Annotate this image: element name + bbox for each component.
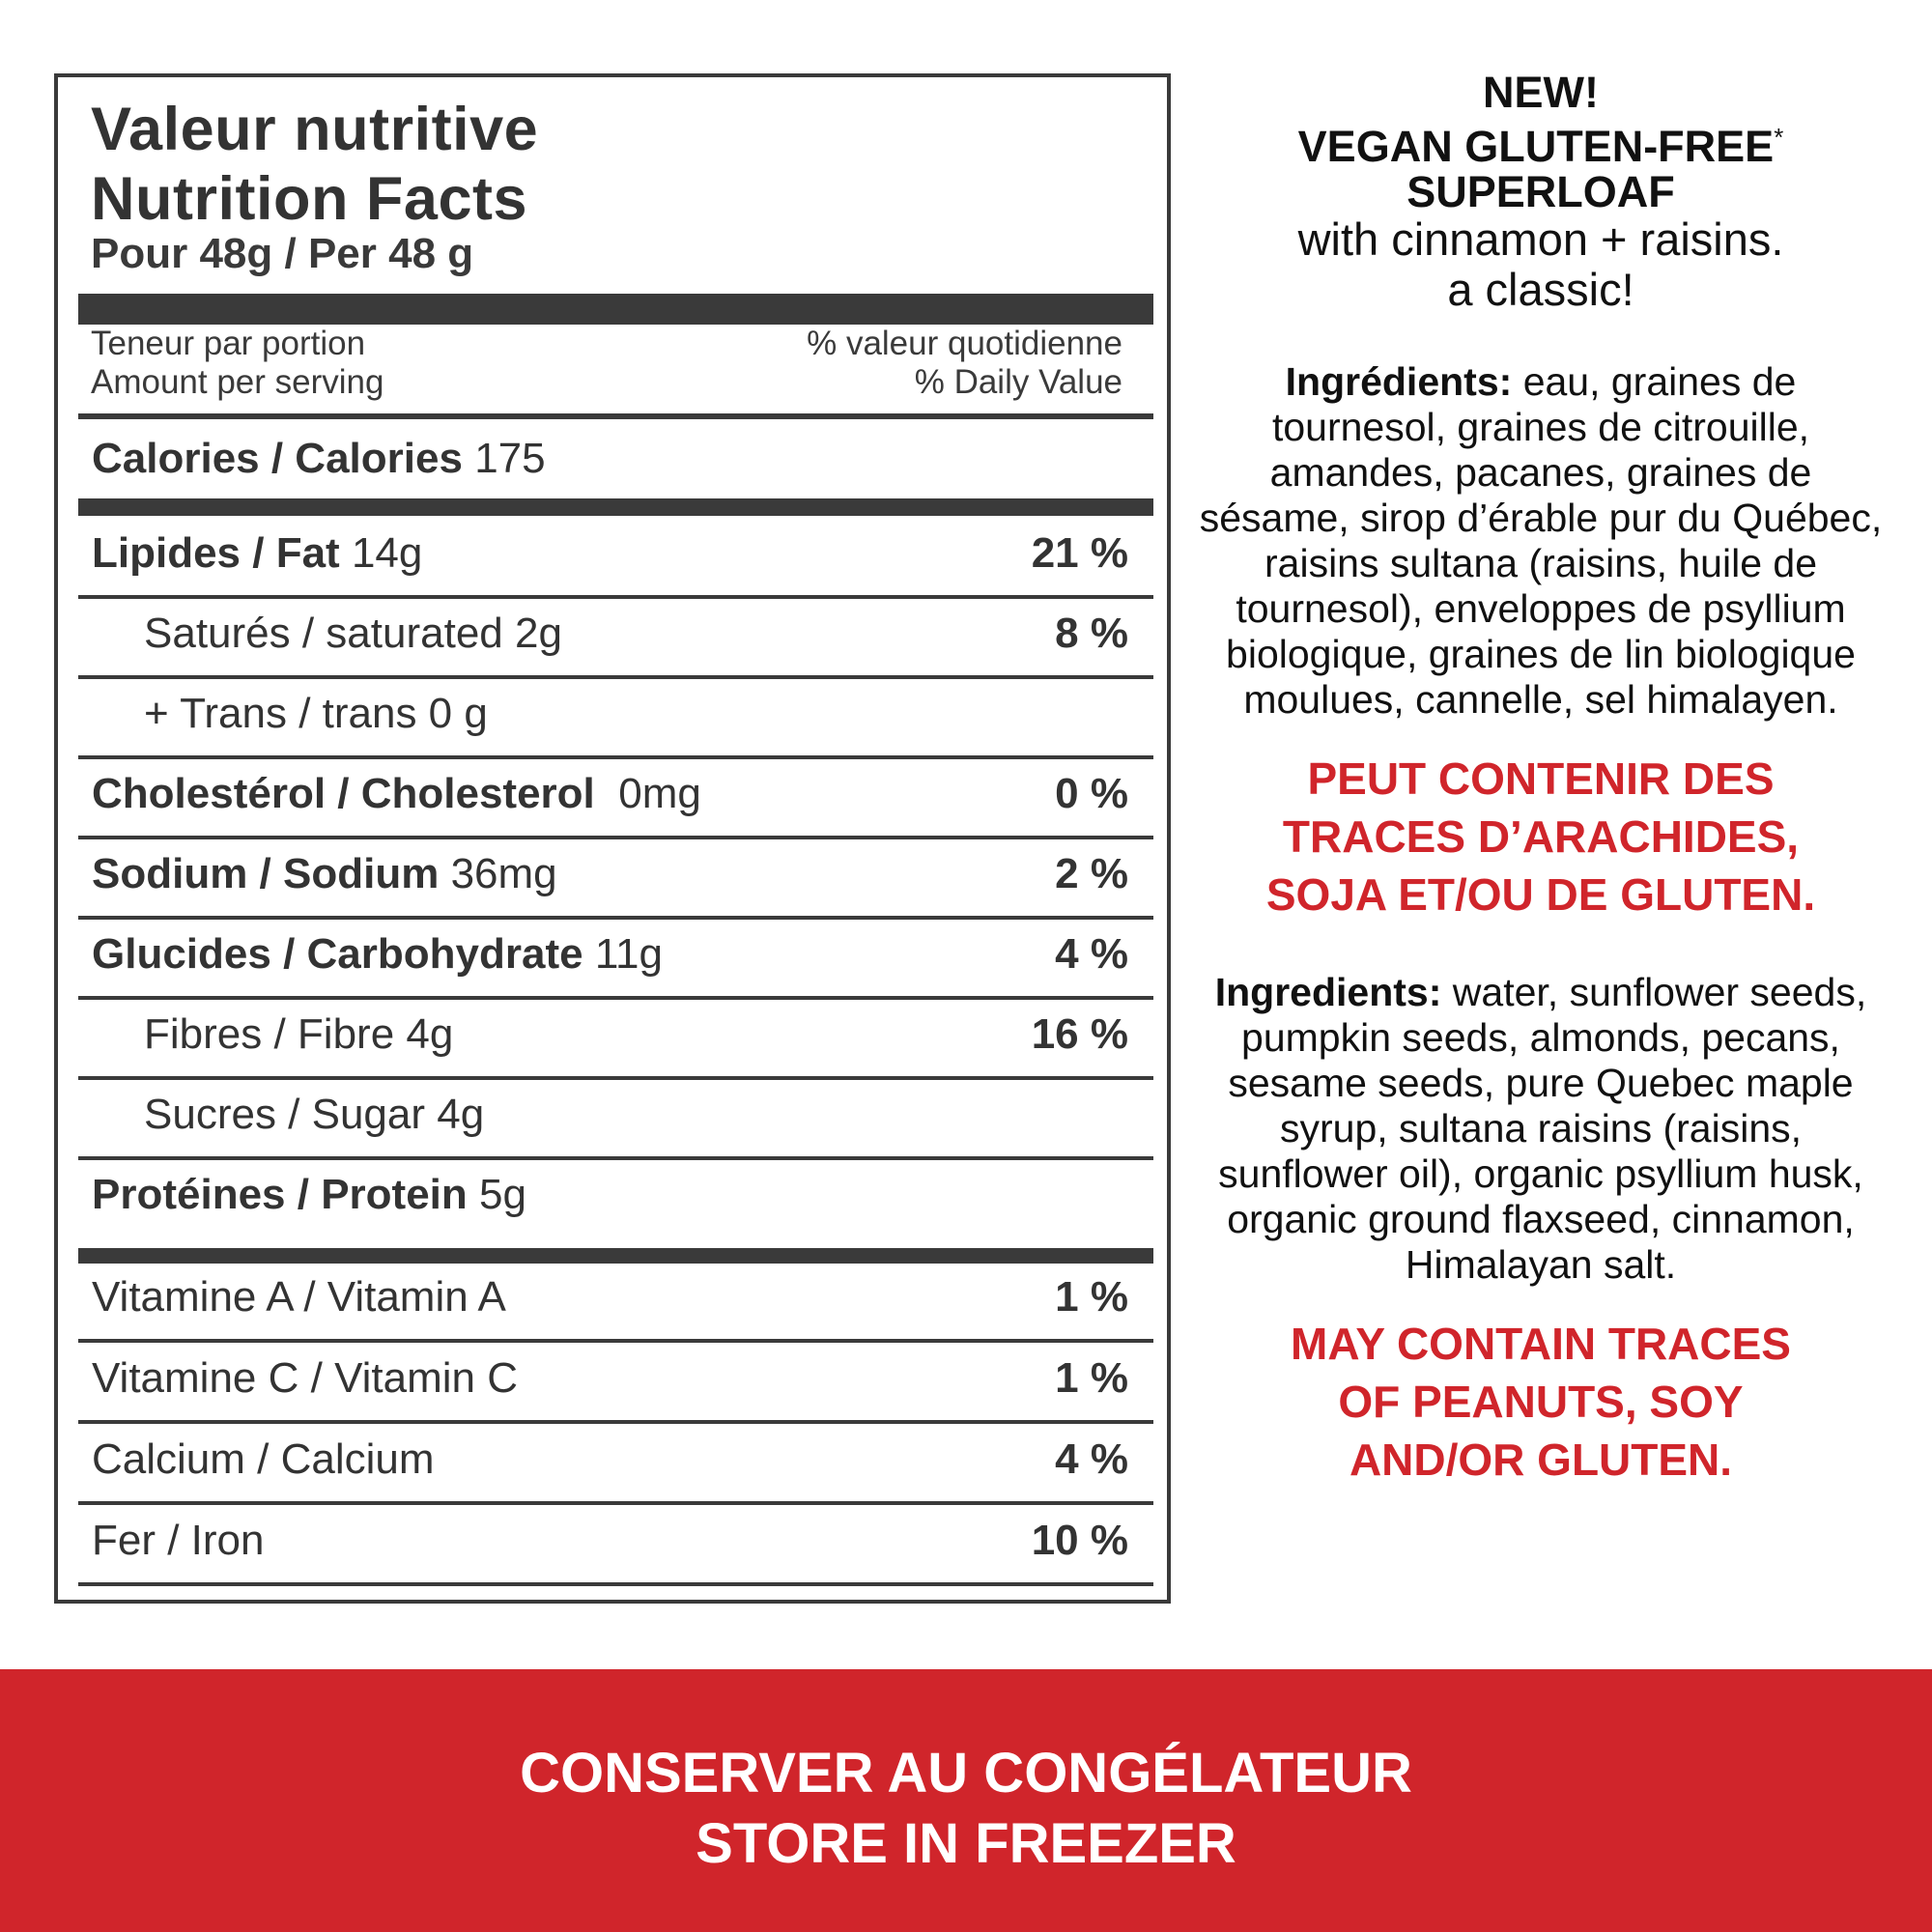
product-info	[1188, 70, 1893, 1489]
vitamin-row-c: Vitamine C / Vitamin C 1 %	[78, 1349, 1153, 1424]
nutrient-row-trans: + Trans / trans 0 g	[78, 684, 1153, 759]
storage-banner	[0, 1669, 1932, 1932]
storage-fr: CONSERVER AU CONGÉLATEUR	[520, 1742, 1412, 1804]
nutrient-row-fat: Lipides / Fat 14g 21 %	[78, 524, 1153, 599]
divider-medium	[78, 1248, 1153, 1264]
divider-thick	[78, 294, 1153, 325]
serving-size: Pour 48g / Per 48 g	[91, 230, 474, 277]
vitamin-row-calcium: Calcium / Calcium 4 %	[78, 1430, 1153, 1505]
vitamin-row-a: Vitamine A / Vitamin A 1 %	[78, 1267, 1153, 1343]
ingredients-en: Ingredients: water, sunflower seeds, pumpkin seeds, almonds, pecans, sesame seeds, pure Quebec maple syrup, sultana raisins (raisins, sunflower oil), organic psyllium husk, organic ground flaxseed, cinnamon, Himalayan salt.	[1214, 970, 1867, 1287]
nutrient-row-saturated: Saturés / saturated 2g 8 %	[78, 604, 1153, 679]
product-tagline: a classic!	[1447, 264, 1634, 315]
calories-value: 175	[474, 435, 546, 482]
product-flavour: with cinnamon + raisins.	[1297, 213, 1784, 265]
nutrient-row-carbohydrate: Glucides / Carbohydrate 11g 4 %	[78, 924, 1153, 1000]
product-name: SUPERLOAF	[1406, 167, 1675, 216]
amount-per-serving	[91, 325, 384, 402]
nutrient-row-protein: Protéines / Protein 5g	[92, 1171, 526, 1218]
allergen-warning-fr: PEUT CONTENIR DES TRACES D’ARACHIDES, SOJA ET/OU DE GLUTEN.	[1265, 753, 1816, 920]
vitamin-row-iron: Fer / Iron 10 %	[78, 1511, 1153, 1586]
calories-label: Calories / Calories	[92, 435, 463, 482]
dv-en: % Daily Value	[914, 363, 1122, 401]
allergen-warning-en: MAY CONTAIN TRACES OF PEANUTS, SOY AND/OR GLUTEN.	[1291, 1319, 1791, 1485]
product-name-line: VEGAN GLUTEN-FREE*	[1297, 122, 1784, 171]
product-new: NEW!	[1483, 68, 1599, 117]
nutrition-title-en: Nutrition Facts	[91, 165, 528, 233]
nutrition-title-fr: Valeur nutritive	[91, 96, 539, 163]
nutrition-title	[91, 95, 538, 234]
dv-fr: % valeur quotidienne	[807, 325, 1122, 362]
nutrient-row-sodium: Sodium / Sodium 36mg 2 %	[78, 844, 1153, 920]
ingredients-fr: Ingrédients: eau, graines de tournesol, graines de citrouille, amandes, pacanes, graines de sésame, sirop d’érable pur du Québec, raisins sultana (raisins, huile de tournesol), enveloppes de psyllium biologique, graines de lin biologique moulues, cannelle, sel himalayen.	[1199, 359, 1883, 722]
nutrient-row-fibre: Fibres / Fibre 4g 16 %	[78, 1005, 1153, 1080]
storage-en: STORE IN FREEZER	[696, 1812, 1236, 1875]
calories-row	[78, 429, 1153, 497]
amount-fr: Teneur par portion	[91, 325, 366, 362]
divider-medium	[78, 498, 1153, 516]
nutrient-row-sugar: Sucres / Sugar 4g	[78, 1085, 1153, 1160]
daily-value-header	[807, 325, 1122, 402]
amount-en: Amount per serving	[91, 363, 384, 401]
divider-thin	[78, 413, 1153, 419]
nutrient-row-cholesterol: Cholestérol / Cholesterol 0mg 0 %	[78, 764, 1153, 839]
nutrition-facts-panel	[54, 73, 1171, 1604]
